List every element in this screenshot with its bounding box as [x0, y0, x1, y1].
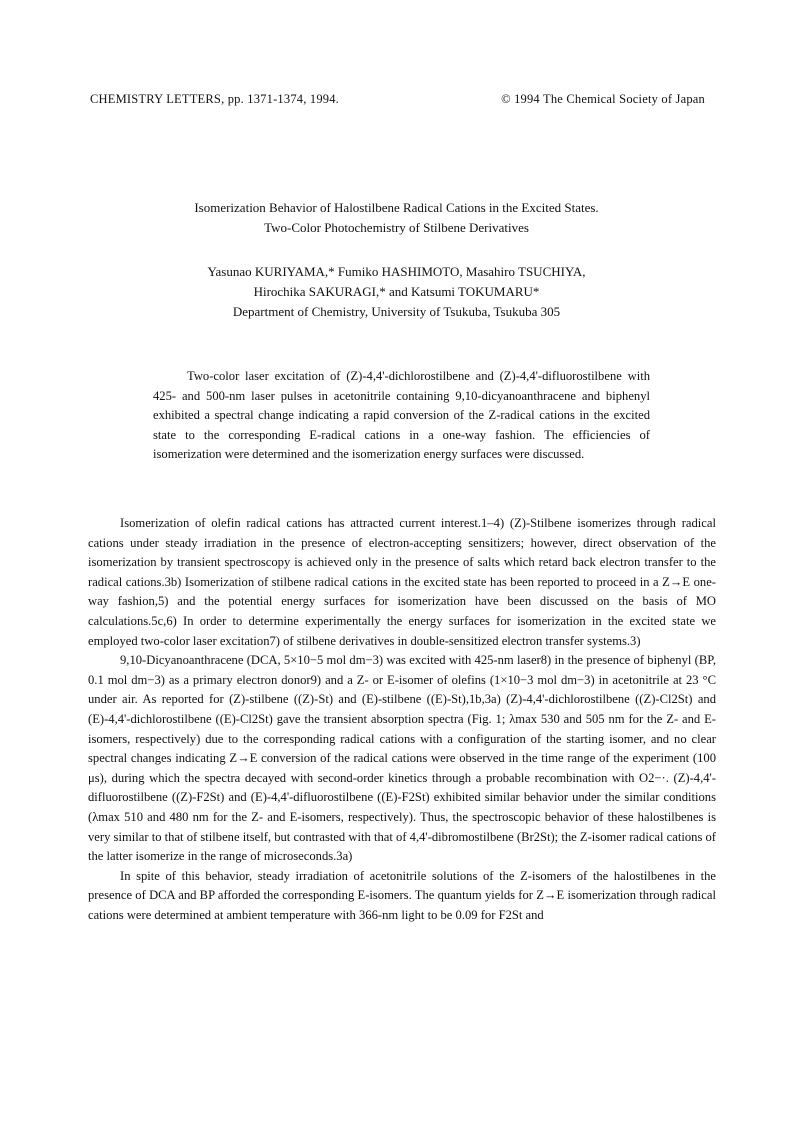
paragraph-1: Isomerization of olefin radical cations has attracted current interest.1–4) (Z)-Stilbene isomerizes through radical cations under steady irradiation in the presence of electron-accepting sensitizers; however, direct observation of the isomerization by transient spectroscopy is achieved only in the presence of salts which retard back electron transfer to the radical cations.3b) Isomerization of stilbene radical cations in the excited state has been reported to proceed in a Z→E one-way fashion,5) and the potential energy surfaces for isomerization have been discussed on the basis of MO calculations.5c,6) In order to determine experimentally the energy surfaces for isomerization in the excited state we employed two-color laser excitation7) of stilbene derivatives in double-sensitized electron transfer systems.3) — [88, 516, 716, 648]
abstract: Two-color laser excitation of (Z)-4,4'-dichlorostilbene and (Z)-4,4'-difluorostilbene with 425- and 500-nm laser pulses in acetonitrile containing 9,10-dicyanoanthracene and biphenyl exhibited a spectral change indicating a rapid conversion of the Z-radical cations in the excited state to the corresponding E-radical cations in a one-way fashion. The efficiencies of isomerization were determined and the isomerization energy surfaces were discussed. — [153, 369, 650, 462]
paper-title — [0, 198, 793, 238]
author-block — [0, 262, 793, 322]
author-line-1: Yasunao KURIYAMA,* Fumiko HASHIMOTO, Masahiro TSUCHIYA, — [207, 264, 586, 279]
copyright-notice: © 1994 The Chemical Society of Japan — [501, 92, 705, 106]
title-line-2: Two-Color Photochemistry of Stilbene Derivatives — [264, 220, 529, 235]
body-text — [88, 514, 716, 925]
paragraph-2: 9,10-Dicyanoanthracene (DCA, 5×10−5 mol dm−3) was excited with 425-nm laser8) in the presence of biphenyl (BP, 0.1 mol dm−3) as a primary electron donor9) and a Z- or E-isomer of olefins (1×10−3 mol dm−3) in acetonitrile at 23 °C under air. As reported for (Z)-stilbene ((Z)-St) and (E)-stilbene ((E)-St),1b,3a) (Z)-4,4'-dichlorostilbene ((Z)-Cl2St) and (E)-4,4'-dichlorostilbene ((E)-Cl2St) gave the transient absorption spectra (Fig. 1; λmax 530 and 505 nm for the Z- and E-isomers, respectively) due to the corresponding radical cations with a configuration of the starting isomer, and no clear spectral changes indicating Z→E conversion of the radical cations were observed in the time range of the experiment (100 μs), during which the spectra decayed with second-order kinetics through a probable recombination with O2−·. (Z)-4,4'-difluorostilbene ((Z)-F2St) and (E)-4,4'-difluorostilbene ((E)-F2St) exhibited similar behavior under the similar conditions (λmax 510 and 480 nm for the Z- and E-isomers, respectively). Thus, the spectroscopic behavior of these halostilbenes is very similar to that of stilbene itself, but contrasted with that of 4,4'-dibromostilbene (Br2St); the Z-isomer radical cations of the latter isomerize in the range of microseconds.3a) — [88, 653, 716, 864]
title-line-1: Isomerization Behavior of Halostilbene Radical Cations in the Excited States. — [194, 200, 599, 215]
journal-citation: CHEMISTRY LETTERS, pp. 1371-1374, 1994. — [90, 92, 340, 106]
author-line-2: Hirochika SAKURAGI,* and Katsumi TOKUMARU* — [253, 284, 540, 299]
affiliation: Department of Chemistry, University of Tsukuba, Tsukuba 305 — [232, 304, 561, 319]
paragraph-3: In spite of this behavior, steady irradiation of acetonitrile solutions of the Z-isomers of the halostilbenes in the presence of DCA and BP afforded the corresponding E-isomers. The quantum yields for Z→E isomerization through radical cations were determined at ambient temperature with 366-nm light to be 0.09 for F2St and — [88, 868, 716, 922]
